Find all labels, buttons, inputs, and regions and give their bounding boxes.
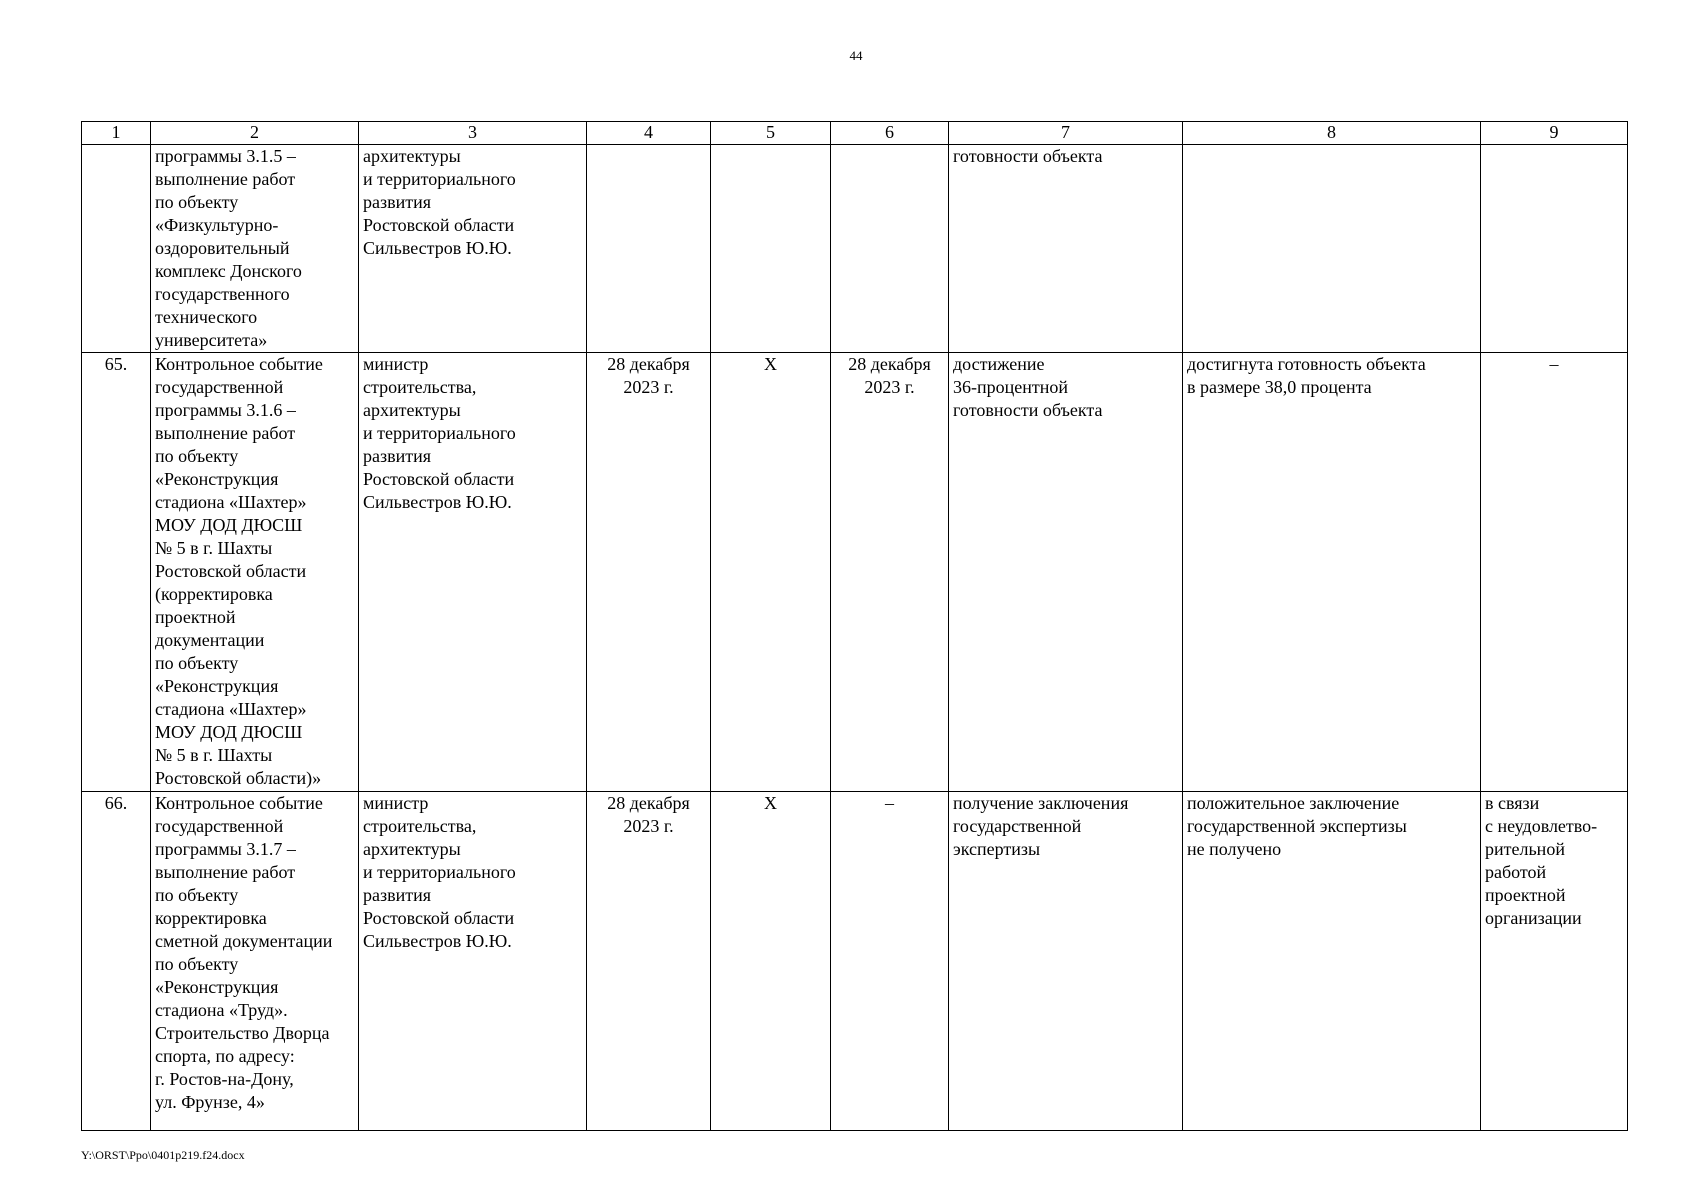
cell-text-line: министр — [363, 793, 429, 813]
cell-text-line: МОУ ДОД ДЮСШ — [155, 722, 303, 742]
column-header-1: 1 — [82, 122, 151, 145]
cell-text-line: Сильвестров Ю.Ю. — [363, 238, 512, 258]
cell-text-line: в размере 38,0 процента — [1187, 377, 1372, 397]
event-name-cell — [151, 145, 359, 353]
cell-text-line: по объекту — [155, 885, 239, 905]
cell-text-line: – — [1549, 354, 1559, 374]
cell-text-line: государственной — [155, 816, 284, 836]
cell-text-line: экспертизы — [953, 839, 1041, 859]
expected-result-cell — [949, 353, 1183, 792]
cell-text-line: комплекс Донского — [155, 261, 302, 281]
cell-text-line: Ростовской области — [363, 908, 515, 928]
cell-text-line: ул. Фрунзе, 4» — [155, 1092, 265, 1112]
cell-text-line: «Реконструкция — [155, 977, 279, 997]
cell-text-line: № 5 в г. Шахты — [155, 538, 273, 558]
cell-text-line: государственной экспертизы — [1187, 816, 1407, 836]
cell-text-line: государственной — [155, 377, 284, 397]
cell-text-line: проектной — [1485, 885, 1566, 905]
cell-text-line: № 5 в г. Шахты — [155, 745, 273, 765]
column-header-7: 7 — [949, 122, 1183, 145]
cell-text-line: организации — [1485, 908, 1582, 928]
cell-text-line: получение заключения — [953, 793, 1129, 813]
row-number-cell — [82, 145, 151, 353]
reasons-cell — [1481, 792, 1628, 1131]
cell-text-line: Ростовской области)» — [155, 768, 322, 788]
cell-text-line: по объекту — [155, 446, 239, 466]
cell-text-line: развития — [363, 446, 432, 466]
cell-text-line: выполнение работ — [155, 169, 296, 189]
table-row — [82, 145, 1628, 353]
column-header-8: 8 — [1183, 122, 1481, 145]
event-name-cell — [151, 353, 359, 792]
cell-text-line: 28 декабря — [848, 354, 931, 374]
cell-text-line: программы 3.1.5 – — [155, 146, 296, 166]
cell-text-line: Контрольное событие — [155, 354, 323, 374]
cell-text-line: строительства, — [363, 377, 477, 397]
cell-text-line: и территориального — [363, 169, 516, 189]
actual-date-cell — [831, 353, 949, 792]
cell-text-line: государственной — [953, 816, 1082, 836]
row-number-cell: 66. — [82, 792, 151, 1131]
row-number-cell: 65. — [82, 353, 151, 792]
cell-text-line: архитектуры — [363, 839, 461, 859]
cell-text-line: Ростовской области — [363, 215, 515, 235]
cell-text-line: стадиона «Шахтер» — [155, 699, 307, 719]
cell-text-line: 28 декабря — [607, 354, 690, 374]
actual-result-cell — [1183, 792, 1481, 1131]
cell-text-line: оздоровительный — [155, 238, 290, 258]
cell-text-line: в связи — [1485, 793, 1540, 813]
cell-text-line: программы 3.1.6 – — [155, 400, 296, 420]
cell-text-line: МОУ ДОД ДЮСШ — [155, 515, 303, 535]
cell-text-line: работой — [1485, 862, 1547, 882]
expected-result-cell — [949, 145, 1183, 353]
cell-text-line: архитектуры — [363, 400, 461, 420]
cell-text-line: развития — [363, 885, 432, 905]
cell-text-line: не получено — [1187, 839, 1282, 859]
cell-text-line: готовности объекта — [953, 146, 1103, 166]
event-name-cell — [151, 792, 359, 1131]
actual-date-cell — [831, 792, 949, 1131]
cell-text-line: 2023 г. — [864, 377, 915, 397]
reasons-cell — [1481, 353, 1628, 792]
expected-date-cell: X — [711, 792, 831, 1131]
cell-text-line: «Реконструкция — [155, 676, 279, 696]
cell-text-line: Сильвестров Ю.Ю. — [363, 492, 512, 512]
cell-text-line: Сильвестров Ю.Ю. — [363, 931, 512, 951]
column-header-4: 4 — [587, 122, 711, 145]
cell-text-line: архитектуры — [363, 146, 461, 166]
cell-text-line: по объекту — [155, 192, 239, 212]
responsible-cell — [359, 792, 587, 1131]
column-header-3: 3 — [359, 122, 587, 145]
cell-text-line: университета» — [155, 330, 268, 350]
actual-result-cell — [1183, 353, 1481, 792]
cell-text-line: 28 декабря — [607, 793, 690, 813]
expected-date-cell — [711, 145, 831, 353]
cell-text-line: сметной документации — [155, 931, 333, 951]
cell-text-line: министр — [363, 354, 429, 374]
plan-date-cell — [587, 145, 711, 353]
cell-text-line: – — [885, 793, 894, 813]
cell-text-line: проектной — [155, 607, 236, 627]
actual-date-cell — [831, 145, 949, 353]
cell-text-line: Строительство Дворца — [155, 1023, 330, 1043]
responsible-cell — [359, 145, 587, 353]
control-events-table — [81, 121, 1628, 1131]
cell-text-line: (корректировка — [155, 584, 273, 604]
expected-result-cell — [949, 792, 1183, 1131]
cell-text-line: спорта, по адресу: — [155, 1046, 295, 1066]
expected-date-cell: X — [711, 353, 831, 792]
column-header-6: 6 — [831, 122, 949, 145]
cell-text-line: строительства, — [363, 816, 477, 836]
cell-text-line: программы 3.1.7 – — [155, 839, 296, 859]
cell-text-line: рительной — [1485, 839, 1565, 859]
table-row — [82, 353, 1628, 792]
cell-text-line: технического — [155, 307, 258, 327]
cell-text-line: по объекту — [155, 653, 239, 673]
cell-text-line: Контрольное событие — [155, 793, 323, 813]
cell-text-line: и территориального — [363, 862, 516, 882]
cell-text-line: 36-процентной — [953, 377, 1069, 397]
cell-text-line: достигнута готовность объекта — [1187, 354, 1426, 374]
cell-text-line: с неудовлетво- — [1485, 816, 1598, 836]
cell-text-line: Ростовской области — [155, 561, 307, 581]
actual-result-cell — [1183, 145, 1481, 353]
column-header-5: 5 — [711, 122, 831, 145]
cell-text-line: «Реконструкция — [155, 469, 279, 489]
column-header-9: 9 — [1481, 122, 1628, 145]
page-number: 44 — [849, 48, 863, 63]
cell-text-line: «Физкультурно- — [155, 215, 279, 235]
cell-text-line: стадиона «Труд». — [155, 1000, 288, 1020]
cell-text-line: и территориального — [363, 423, 516, 443]
cell-text-line: по объекту — [155, 954, 239, 974]
cell-text-line: стадиона «Шахтер» — [155, 492, 307, 512]
cell-text-line: Ростовской области — [363, 469, 515, 489]
cell-text-line: выполнение работ — [155, 862, 296, 882]
cell-text-line: 2023 г. — [623, 377, 674, 397]
column-header-2: 2 — [151, 122, 359, 145]
cell-text-line: выполнение работ — [155, 423, 296, 443]
header-row — [82, 122, 1628, 145]
cell-text-line: готовности объекта — [953, 400, 1103, 420]
footer-file-path: Y:\ORST\Ppo\0401p219.f24.docx — [81, 1148, 245, 1162]
cell-text-line: положительное заключение — [1187, 793, 1400, 813]
cell-text-line: корректировка — [155, 908, 267, 928]
cell-text-line: г. Ростов-на-Дону, — [155, 1069, 294, 1089]
plan-date-cell — [587, 353, 711, 792]
table-row — [82, 792, 1628, 1131]
cell-text-line: достижение — [953, 354, 1045, 374]
cell-text-line: 2023 г. — [623, 816, 674, 836]
cell-text-line: развития — [363, 192, 432, 212]
cell-text-line: государственного — [155, 284, 290, 304]
reasons-cell — [1481, 145, 1628, 353]
plan-date-cell — [587, 792, 711, 1131]
responsible-cell — [359, 353, 587, 792]
cell-text-line: документации — [155, 630, 265, 650]
